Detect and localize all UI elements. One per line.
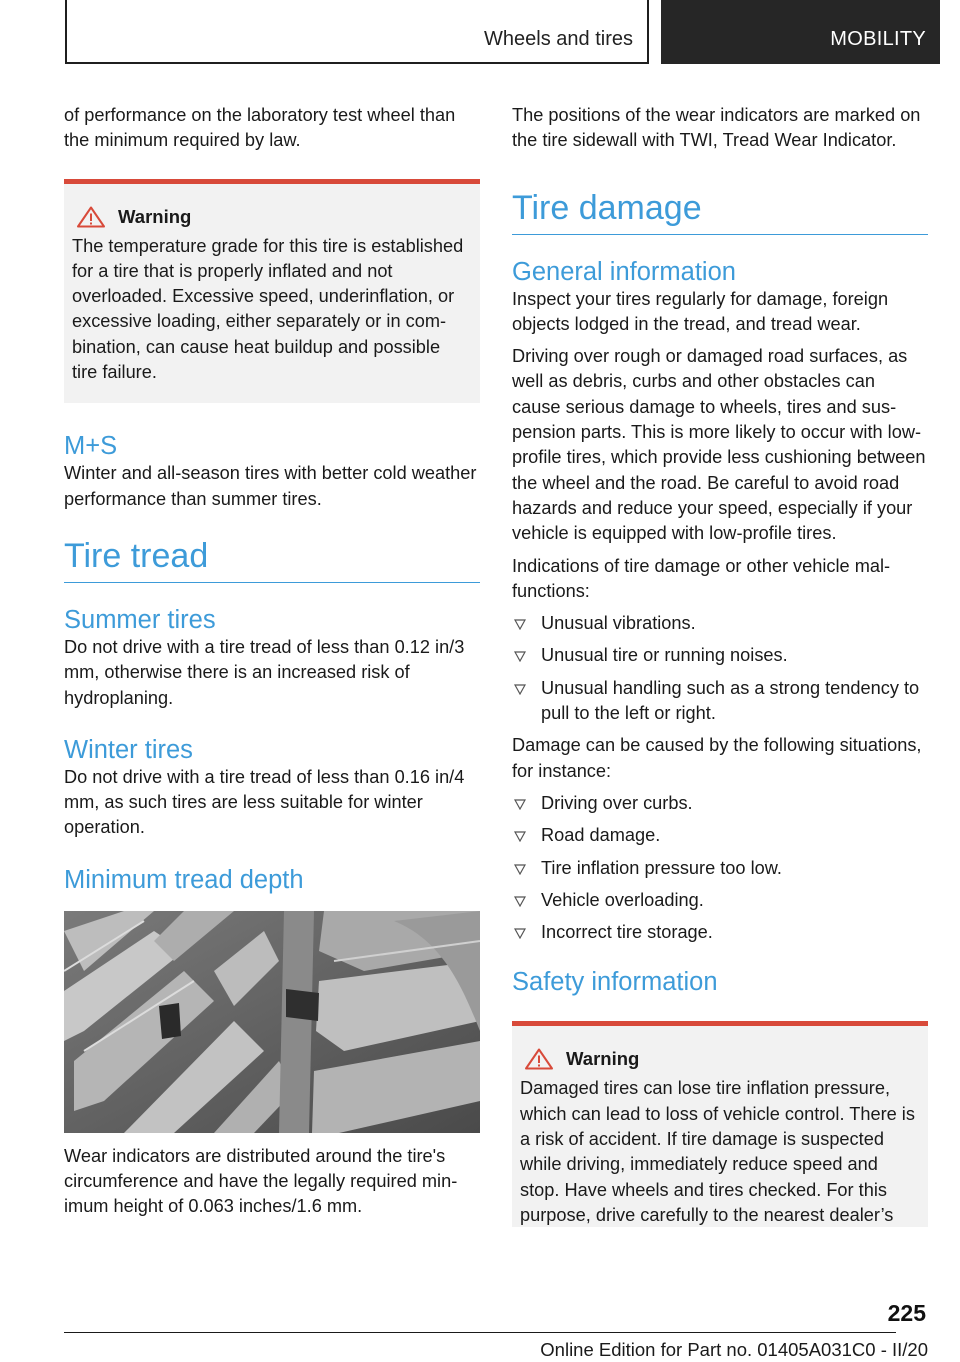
- list-item: [512, 823, 928, 848]
- bullet-triangle-icon: [514, 684, 526, 695]
- warning-header: [520, 1048, 918, 1070]
- tire-tread-wear-indicator-image: [64, 911, 480, 1133]
- warning-title: Warning: [118, 205, 192, 227]
- list-item: [512, 611, 928, 636]
- footer-edition-text: Online Edition for Part no. 01405A031C0 - II/20: [540, 1339, 928, 1360]
- warning-header: [72, 206, 470, 228]
- header-section-title: Wheels and tires: [484, 28, 633, 50]
- list-item: [512, 791, 928, 816]
- header-chapter-title: MOBILITY: [830, 28, 926, 50]
- general-paragraph-2: Driving over rough or damaged road surfaces, as well as debris, curbs and other obstacles can cause serious damage to wheels, tires and suspension parts. This is more likely to occur with low-profile tires, which provide less cushioning between the wheel and the road. Be careful to avoid road hazards and reduce your speed, especially if your vehicle is equipped with low-profile tires.: [512, 346, 926, 544]
- summer-tires-heading: Summer tires: [64, 605, 216, 634]
- left-column: [64, 103, 480, 1227]
- list-item-text: Unusual tire or running noises.: [541, 645, 788, 666]
- list-item: [512, 888, 928, 913]
- footer-divider: [64, 1332, 896, 1333]
- list-item: [512, 643, 928, 668]
- bullet-triangle-icon: [514, 651, 526, 662]
- intro-paragraph: of performance on the laboratory test wheel than the minimum required by law.: [64, 105, 456, 151]
- tire-damage-heading: Tire damage: [512, 188, 928, 235]
- bullet-triangle-icon: [514, 619, 526, 630]
- bullet-triangle-icon: [514, 831, 526, 842]
- list-item-text: Road damage.: [541, 825, 661, 846]
- right-column: [512, 103, 928, 1227]
- causes-paragraph: Damage can be caused by the following situations, for instance:: [512, 735, 922, 781]
- list-item: [512, 920, 928, 945]
- list-item-text: Unusual vibrations.: [541, 613, 696, 634]
- winter-tires-heading: Winter tires: [64, 735, 193, 764]
- list-item-text: Vehicle overloading.: [541, 889, 704, 910]
- list-item-text: Driving over curbs.: [541, 792, 693, 813]
- indications-list: [512, 611, 928, 726]
- warning-box-damaged-tires: [512, 1021, 928, 1227]
- tire-tread-heading: Tire tread: [64, 536, 480, 583]
- ms-paragraph: Winter and all-season tires with better cold weather performance than summer tires.: [64, 463, 477, 509]
- general-information-heading: General information: [512, 257, 736, 286]
- bullet-triangle-icon: [514, 928, 526, 939]
- page-number: 225: [887, 1300, 926, 1326]
- warning-box-temperature: [64, 179, 480, 404]
- warning-triangle-icon: [524, 1048, 554, 1070]
- ms-heading: M+S: [64, 432, 118, 461]
- list-item: [512, 856, 928, 881]
- min-tread-depth-heading: Minimum tread depth: [64, 865, 304, 894]
- warning-text: The temperature grade for this tire is established for a tire that is properly inflated and not overloaded. Excessive speed, underinflation, or excessive loading, either separately or in combination, can cause heat buildup and possible tire failure.: [72, 235, 464, 383]
- list-item: [512, 676, 928, 727]
- header-chapter-tab: [661, 0, 940, 64]
- bullet-triangle-icon: [514, 864, 526, 875]
- warning-title: Warning: [566, 1048, 640, 1070]
- warning-triangle-icon: [76, 206, 106, 228]
- causes-list: [512, 791, 928, 945]
- safety-information-heading: Safety information: [512, 968, 718, 997]
- list-item-text: Unusual handling such as a strong tendency to pull to the left or right.: [541, 677, 920, 724]
- list-item-text: Tire inflation pressure too low.: [541, 857, 782, 878]
- header-section-box: [65, 0, 649, 64]
- bullet-triangle-icon: [514, 896, 526, 907]
- list-item-text: Incorrect tire storage.: [541, 922, 713, 943]
- min-tread-depth-paragraph: Wear indicators are distributed around the tire's circumference and have the legally required minimum height of 0.063 inches/1.6 mm.: [64, 1145, 458, 1217]
- indications-paragraph: Indications of tire damage or other vehicle malfunctions:: [512, 555, 891, 601]
- general-paragraph-1: Inspect your tires regularly for damage, foreign objects lodged in the tread, and tread wear.: [512, 288, 889, 334]
- bullet-triangle-icon: [514, 799, 526, 810]
- summer-tires-paragraph: Do not drive with a tire tread of less than 0.12 in/3 mm, otherwise there is an increased risk of hydroplaning.: [64, 636, 465, 708]
- twi-paragraph: The positions of the wear indicators are marked on the tire sidewall with TWI, Tread Wear Indicator.: [512, 105, 921, 151]
- warning-text: Damaged tires can lose tire inflation pressure, which can lead to loss of vehicle control. There is a risk of accident. If tire damage is suspected while driving, immediately reduce speed and stop. Have wheels and tires checked. For this purpose, drive carefully to the nearest dealer’s: [520, 1078, 915, 1225]
- winter-tires-paragraph: Do not drive with a tire tread of less than 0.16 in/4 mm, as such tires are less suitable for winter operation.: [64, 766, 465, 838]
